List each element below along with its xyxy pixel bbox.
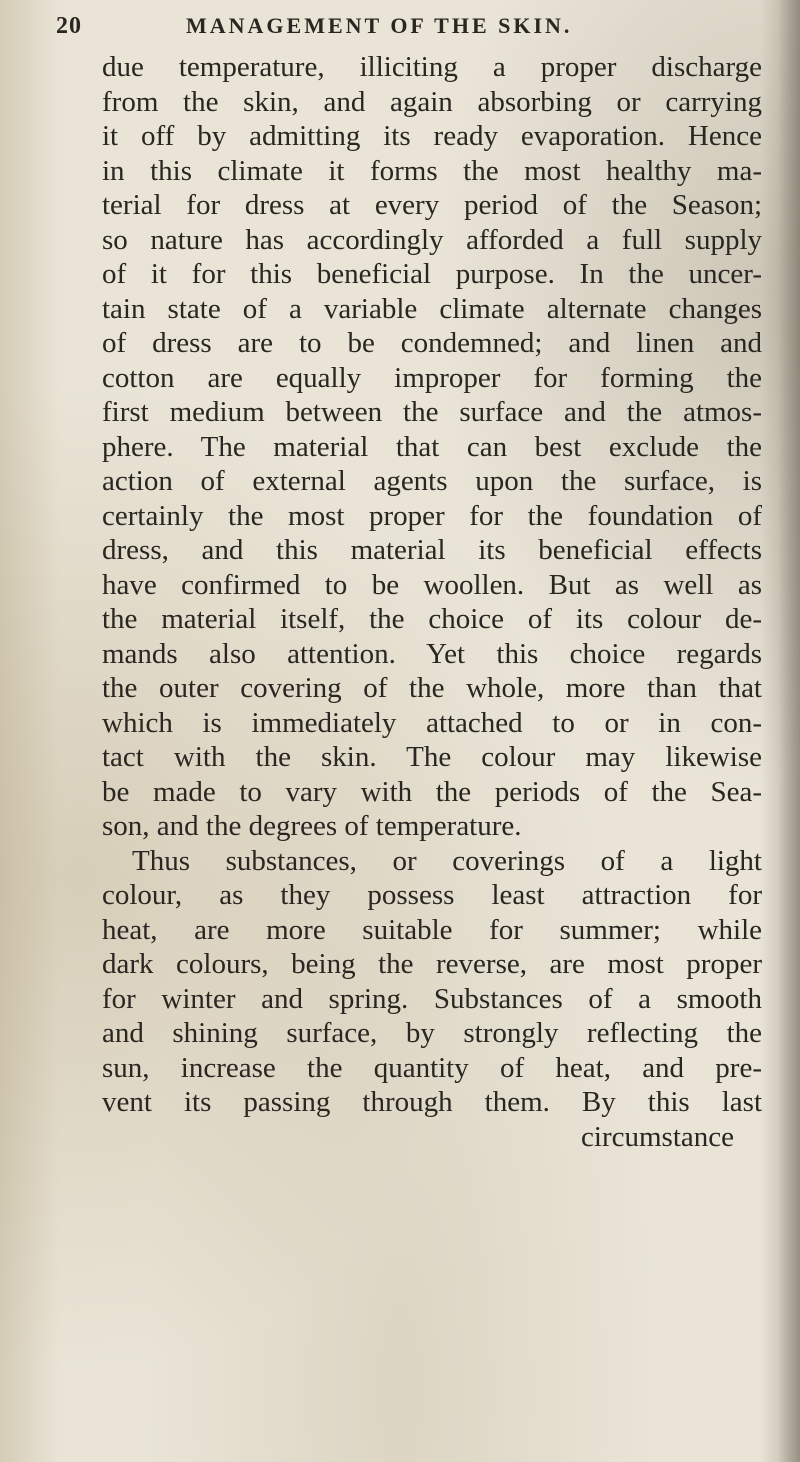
text-line: dark colours, being the reverse, are most proper [102,948,762,980]
text-line: which is immediately attached to or in con- [102,706,762,739]
text-line: it off by admitting its ready evaporation. Hence [102,120,762,152]
text-line: the material itself, the choice of its colour de- [102,603,762,635]
page-gutter-shadow [778,0,800,1462]
text-line: colour, as they possess least attraction for [102,879,762,911]
text-line: of it for this beneficial purpose. In the uncer- [102,258,762,290]
text-line: in this climate it forms the most healthy ma- [102,154,762,187]
body-text [102,50,762,1154]
text-line: mands also attention. Yet this choice regards [102,637,762,670]
text-line: terial for dress at every period of the Season; [102,189,762,221]
text-line: phere. The material that can best exclude the [102,430,762,463]
running-head: MANAGEMENT OF THE SKIN. [186,13,573,38]
text-line: first medium between the surface and the atmos- [102,396,762,428]
catchword: circumstance [581,1120,734,1153]
text-line: have confirmed to be woollen. But as well as [102,568,762,601]
text-line: be made to vary with the periods of the Sea- [102,775,762,808]
text-line: due temperature, illiciting a proper discharge [102,51,762,83]
text-line: of dress are to be condemned; and linen and [102,327,762,359]
page-number: 20 [56,12,82,39]
text-line: Thus substances, or coverings of a light [132,844,762,877]
text-line: vent its passing through them. By this last [102,1086,762,1118]
text-line: son, and the degrees of temperature. [102,810,522,842]
text-line: dress, and this material its beneficial effects [102,534,762,566]
text-line: action of external agents upon the surface, is [102,465,762,497]
text-line: cotton are equally improper for forming the [102,361,762,394]
text-line: certainly the most proper for the foundation of [102,499,762,532]
text-line: tain state of a variable climate alternate changes [102,292,762,325]
text-line: so nature has accordingly afforded a full supply [102,223,762,256]
text-line: from the skin, and again absorbing or carrying [102,85,762,118]
page-header [56,8,756,44]
text-line: tact with the skin. The colour may likewise [102,741,762,773]
text-line: heat, are more suitable for summer; while [102,913,762,946]
text-line: and shining surface, by strongly reflecting the [102,1017,762,1049]
text-line: the outer covering of the whole, more than that [102,672,762,704]
text-line: sun, increase the quantity of heat, and pre- [102,1051,762,1084]
text-line: for winter and spring. Substances of a smooth [102,982,762,1015]
